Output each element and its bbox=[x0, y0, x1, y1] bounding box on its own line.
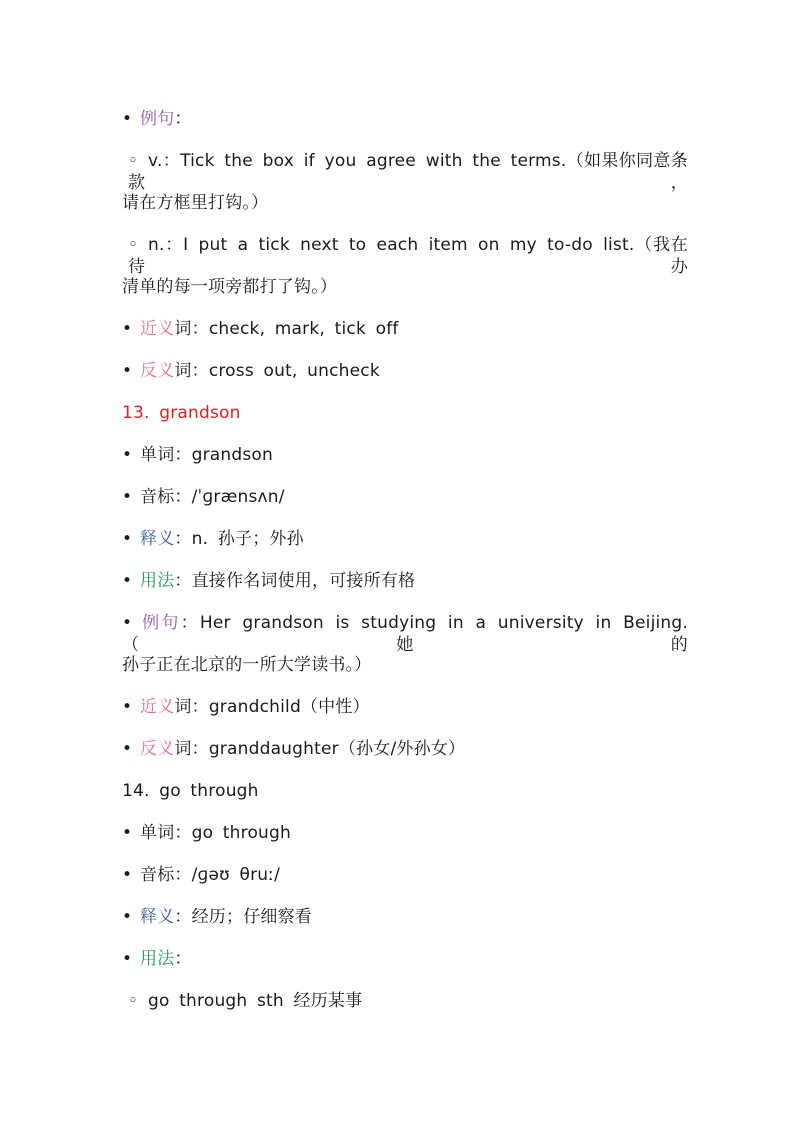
meaning-text: ：经历；仔细察看 bbox=[174, 907, 313, 927]
section-13-heading: 13. grandson bbox=[122, 403, 241, 423]
antonym-line bbox=[122, 360, 688, 382]
example-noun-continuation bbox=[122, 276, 688, 298]
bullet: • bbox=[122, 907, 133, 927]
example-text: ：Her grandson is studying in a university in Beijing.（她的 bbox=[122, 613, 688, 655]
continuation-text: 孙子正在北京的一所大学读书。） bbox=[122, 655, 372, 675]
bullet: • bbox=[122, 109, 133, 129]
continuation-text: 清单的每一项旁都打了钩。） bbox=[122, 277, 338, 297]
sub-bullet: ◦ bbox=[128, 235, 139, 255]
antonym-text: granddaughter（孙女/外孙女） bbox=[208, 739, 466, 759]
example-verb-text: v.：Tick the box if you agree with the terms.（如果你同意条款， bbox=[128, 151, 688, 193]
synonym-line bbox=[122, 696, 688, 718]
word-text: 单词：go through bbox=[140, 823, 291, 843]
usage-item-text: go through sth 经历某事 bbox=[148, 991, 363, 1011]
synonym-label-suffix: 词： bbox=[174, 697, 209, 717]
meaning-line bbox=[122, 528, 688, 550]
example-line bbox=[122, 612, 688, 656]
antonym-label: 反义 bbox=[140, 739, 175, 759]
synonym-text: check, mark, tick off bbox=[208, 319, 399, 339]
example-verb-continuation bbox=[122, 192, 688, 214]
word-text: 单词：grandson bbox=[140, 445, 273, 465]
usage-label: 用法 bbox=[140, 571, 175, 591]
sub-bullet: ◦ bbox=[128, 151, 139, 171]
example-label: 例句 bbox=[140, 109, 175, 129]
bullet: • bbox=[122, 865, 133, 885]
synonym-line bbox=[122, 318, 688, 340]
usage-label: 用法 bbox=[140, 949, 175, 969]
antonym-label-suffix: 词： bbox=[174, 739, 209, 759]
example-continuation bbox=[122, 654, 688, 676]
antonym-text: cross out, uncheck bbox=[208, 361, 380, 381]
bullet: • bbox=[122, 319, 133, 339]
usage-heading-line bbox=[122, 948, 688, 970]
example-label: 例句 bbox=[140, 613, 181, 633]
meaning-label: 释义 bbox=[140, 907, 175, 927]
phonetic-line bbox=[122, 864, 688, 886]
bullet: • bbox=[122, 445, 133, 465]
bullet: • bbox=[122, 529, 133, 549]
bullet: • bbox=[122, 823, 133, 843]
bullet: • bbox=[122, 613, 133, 633]
section-14-heading: 14. go through bbox=[122, 781, 259, 801]
synonym-label: 近义 bbox=[140, 319, 175, 339]
phonetic-line bbox=[122, 486, 688, 508]
bullet: • bbox=[122, 361, 133, 381]
antonym-label-suffix: 词： bbox=[174, 361, 209, 381]
colon: ： bbox=[174, 109, 192, 129]
bullet: • bbox=[122, 571, 133, 591]
synonym-label-suffix: 词： bbox=[174, 319, 209, 339]
meaning-text: ：n. 孙子；外孙 bbox=[174, 529, 304, 549]
example-noun-text: n.：I put a tick next to each item on my to-do list.（我在待办 bbox=[128, 235, 688, 277]
example-noun-line bbox=[128, 234, 688, 278]
meaning-line bbox=[122, 906, 688, 928]
bullet: • bbox=[122, 949, 133, 969]
colon: ： bbox=[174, 949, 192, 969]
synonym-text: grandchild（中性） bbox=[208, 697, 370, 717]
antonym-line bbox=[122, 738, 688, 760]
sub-bullet: ◦ bbox=[128, 991, 139, 1011]
bullet: • bbox=[122, 487, 133, 507]
example-heading-line bbox=[122, 108, 688, 130]
example-verb-line bbox=[128, 150, 688, 194]
usage-text: ：直接作名词使用，可接所有格 bbox=[174, 571, 416, 591]
word-line bbox=[122, 444, 688, 466]
meaning-label: 释义 bbox=[140, 529, 175, 549]
phonetic-text: 音标：/ˈɡrænsʌn/ bbox=[140, 487, 285, 507]
usage-line bbox=[122, 570, 688, 592]
bullet: • bbox=[122, 697, 133, 717]
word-line bbox=[122, 822, 688, 844]
synonym-label: 近义 bbox=[140, 697, 175, 717]
antonym-label: 反义 bbox=[140, 361, 175, 381]
phonetic-text: 音标：/ɡəʊ θruː/ bbox=[140, 865, 281, 885]
usage-item-line bbox=[128, 990, 688, 1012]
bullet: • bbox=[122, 739, 133, 759]
continuation-text: 请在方框里打钩。） bbox=[122, 193, 269, 213]
